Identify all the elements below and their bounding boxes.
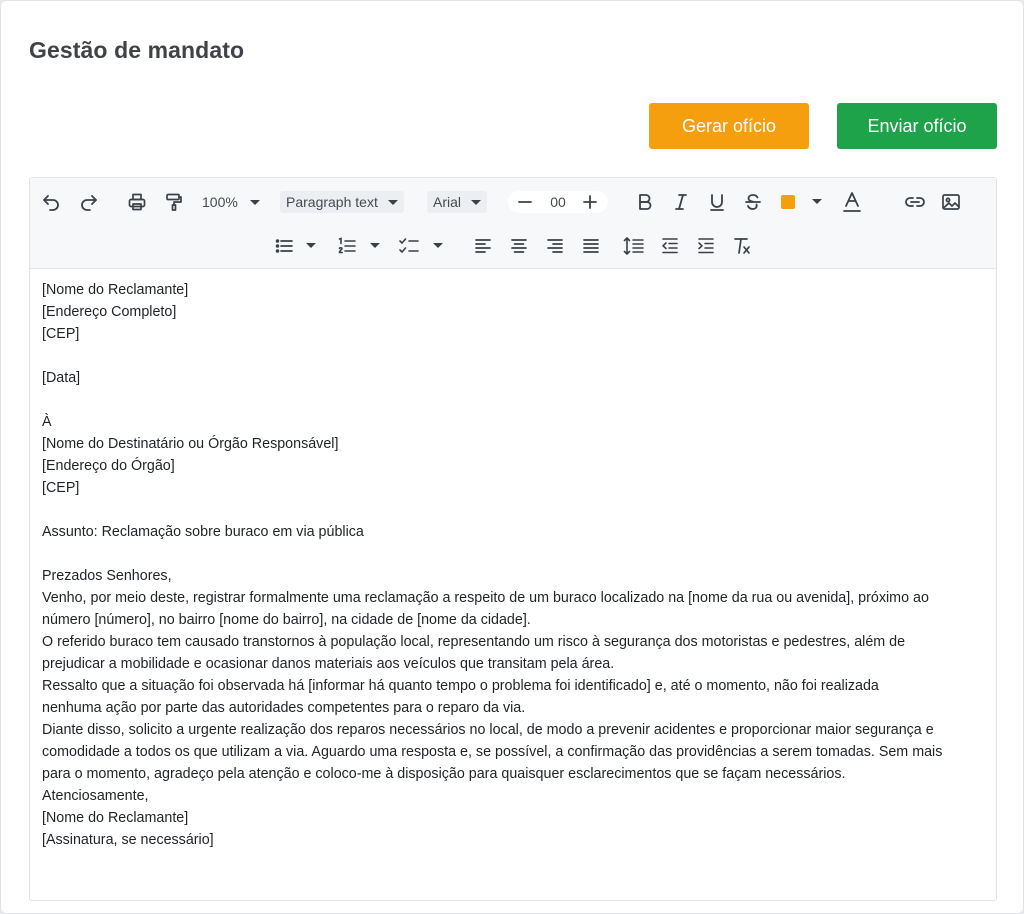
zoom-value: 100% [202, 194, 238, 210]
text-color-icon[interactable] [840, 190, 864, 214]
undo-icon[interactable] [38, 190, 64, 214]
zoom-select[interactable] [202, 191, 260, 213]
document-line: [Data] [42, 370, 81, 386]
checklist-icon[interactable] [397, 234, 421, 258]
bold-icon[interactable] [633, 190, 657, 214]
document-line [42, 543, 987, 565]
chevron-down-icon [471, 200, 481, 205]
line-height-icon[interactable] [622, 234, 646, 258]
document-line: [CEP] [42, 480, 80, 496]
document-line: Assunto: Reclamação sobre buraco em via pública [42, 524, 364, 540]
chevron-down-icon[interactable] [370, 243, 380, 248]
document-line: [Endereço Completo] [42, 304, 177, 320]
document-line: Prezados Senhores, [42, 568, 172, 584]
document-line: Diante disso, solicito a urgente realização dos reparos necessários no local, de modo a prevenir acidentes e proporcionar maior segurança e [42, 722, 934, 738]
outdent-icon[interactable] [658, 234, 682, 258]
document-line: Venho, por meio deste, registrar formalmente uma reclamação a respeito de um buraco localizado na [nome da rua ou avenida], próximo ao [42, 590, 929, 606]
font-family-value: Arial [433, 194, 462, 210]
document-line [42, 345, 987, 367]
send-document-button[interactable]: Enviar ofício [837, 103, 997, 149]
document-line [42, 499, 987, 521]
clear-format-icon[interactable] [730, 234, 754, 258]
document-line: [Assinatura, se necessário] [42, 832, 214, 848]
editor-toolbar [30, 178, 996, 269]
document-line: O referido buraco tem causado transtornos à população local, representando um risco à segurança dos motoristas e pedestres, além de [42, 634, 906, 650]
redo-icon[interactable] [76, 190, 102, 214]
chevron-down-icon[interactable] [812, 199, 822, 204]
document-line: [Nome do Destinatário ou Órgão Responsável] [42, 436, 339, 452]
image-icon[interactable] [939, 190, 963, 214]
chevron-down-icon[interactable] [433, 243, 443, 248]
document-line: nenhuma ação por parte das autoridades competentes para o reparo da via. [42, 700, 526, 716]
font-family-select[interactable] [427, 191, 487, 213]
document-line: número [número], no bairro [nome do bairro], na cidade de [nome da cidade]. [42, 612, 531, 628]
bullet-list-icon[interactable] [272, 234, 296, 258]
chevron-down-icon[interactable] [306, 243, 316, 248]
document-line [42, 389, 987, 411]
increase-font-size-icon[interactable] [579, 191, 601, 213]
document-line: Ressalto que a situação foi observada há [informar há quanto tempo o problema foi identificado] e, até o momento, não foi realizada [42, 678, 879, 694]
chevron-down-icon [250, 200, 260, 205]
document-line: [Nome do Reclamante] [42, 282, 189, 298]
indent-icon[interactable] [694, 234, 718, 258]
generate-document-button[interactable]: Gerar ofício [649, 103, 809, 149]
print-icon[interactable] [124, 190, 150, 214]
document-line: [Endereço do Órgão] [42, 458, 175, 474]
document-line: para o momento, agradeço pela atenção e coloco-me à disposição para quaisquer esclarecimentos que se façam necessários. [42, 766, 846, 782]
align-center-icon[interactable] [507, 234, 531, 258]
format-painter-icon[interactable] [161, 190, 187, 214]
chevron-down-icon [388, 200, 398, 205]
paragraph-style-value: Paragraph text [286, 194, 378, 210]
align-left-icon[interactable] [471, 234, 495, 258]
strikethrough-icon[interactable] [741, 190, 765, 214]
document-line: prejudicar a mobilidade e ocasionar danos materiais aos veículos que transitam pela área. [42, 656, 615, 672]
underline-icon[interactable] [705, 190, 729, 214]
rich-text-editor [29, 177, 997, 901]
document-line: Atenciosamente, [42, 788, 149, 804]
italic-icon[interactable] [669, 190, 693, 214]
font-size-value[interactable]: 00 [550, 194, 566, 210]
decrease-font-size-icon[interactable] [514, 191, 536, 213]
page-title: Gestão de mandato [29, 37, 245, 63]
link-icon[interactable] [903, 190, 927, 214]
numbered-list-icon[interactable] [335, 234, 359, 258]
align-right-icon[interactable] [543, 234, 567, 258]
highlight-color-icon[interactable] [777, 192, 799, 212]
paragraph-style-select[interactable] [280, 191, 404, 213]
document-body[interactable] [42, 279, 987, 851]
document-line: comodidade a todos os que utilizam a via. Aguardo uma resposta e, se possível, a confirmação das providências a serem tomadas. Sem mais [42, 744, 943, 760]
justify-icon[interactable] [579, 234, 603, 258]
document-line: [Nome do Reclamante] [42, 810, 189, 826]
document-line: [CEP] [42, 326, 80, 342]
document-line: À [42, 414, 52, 430]
